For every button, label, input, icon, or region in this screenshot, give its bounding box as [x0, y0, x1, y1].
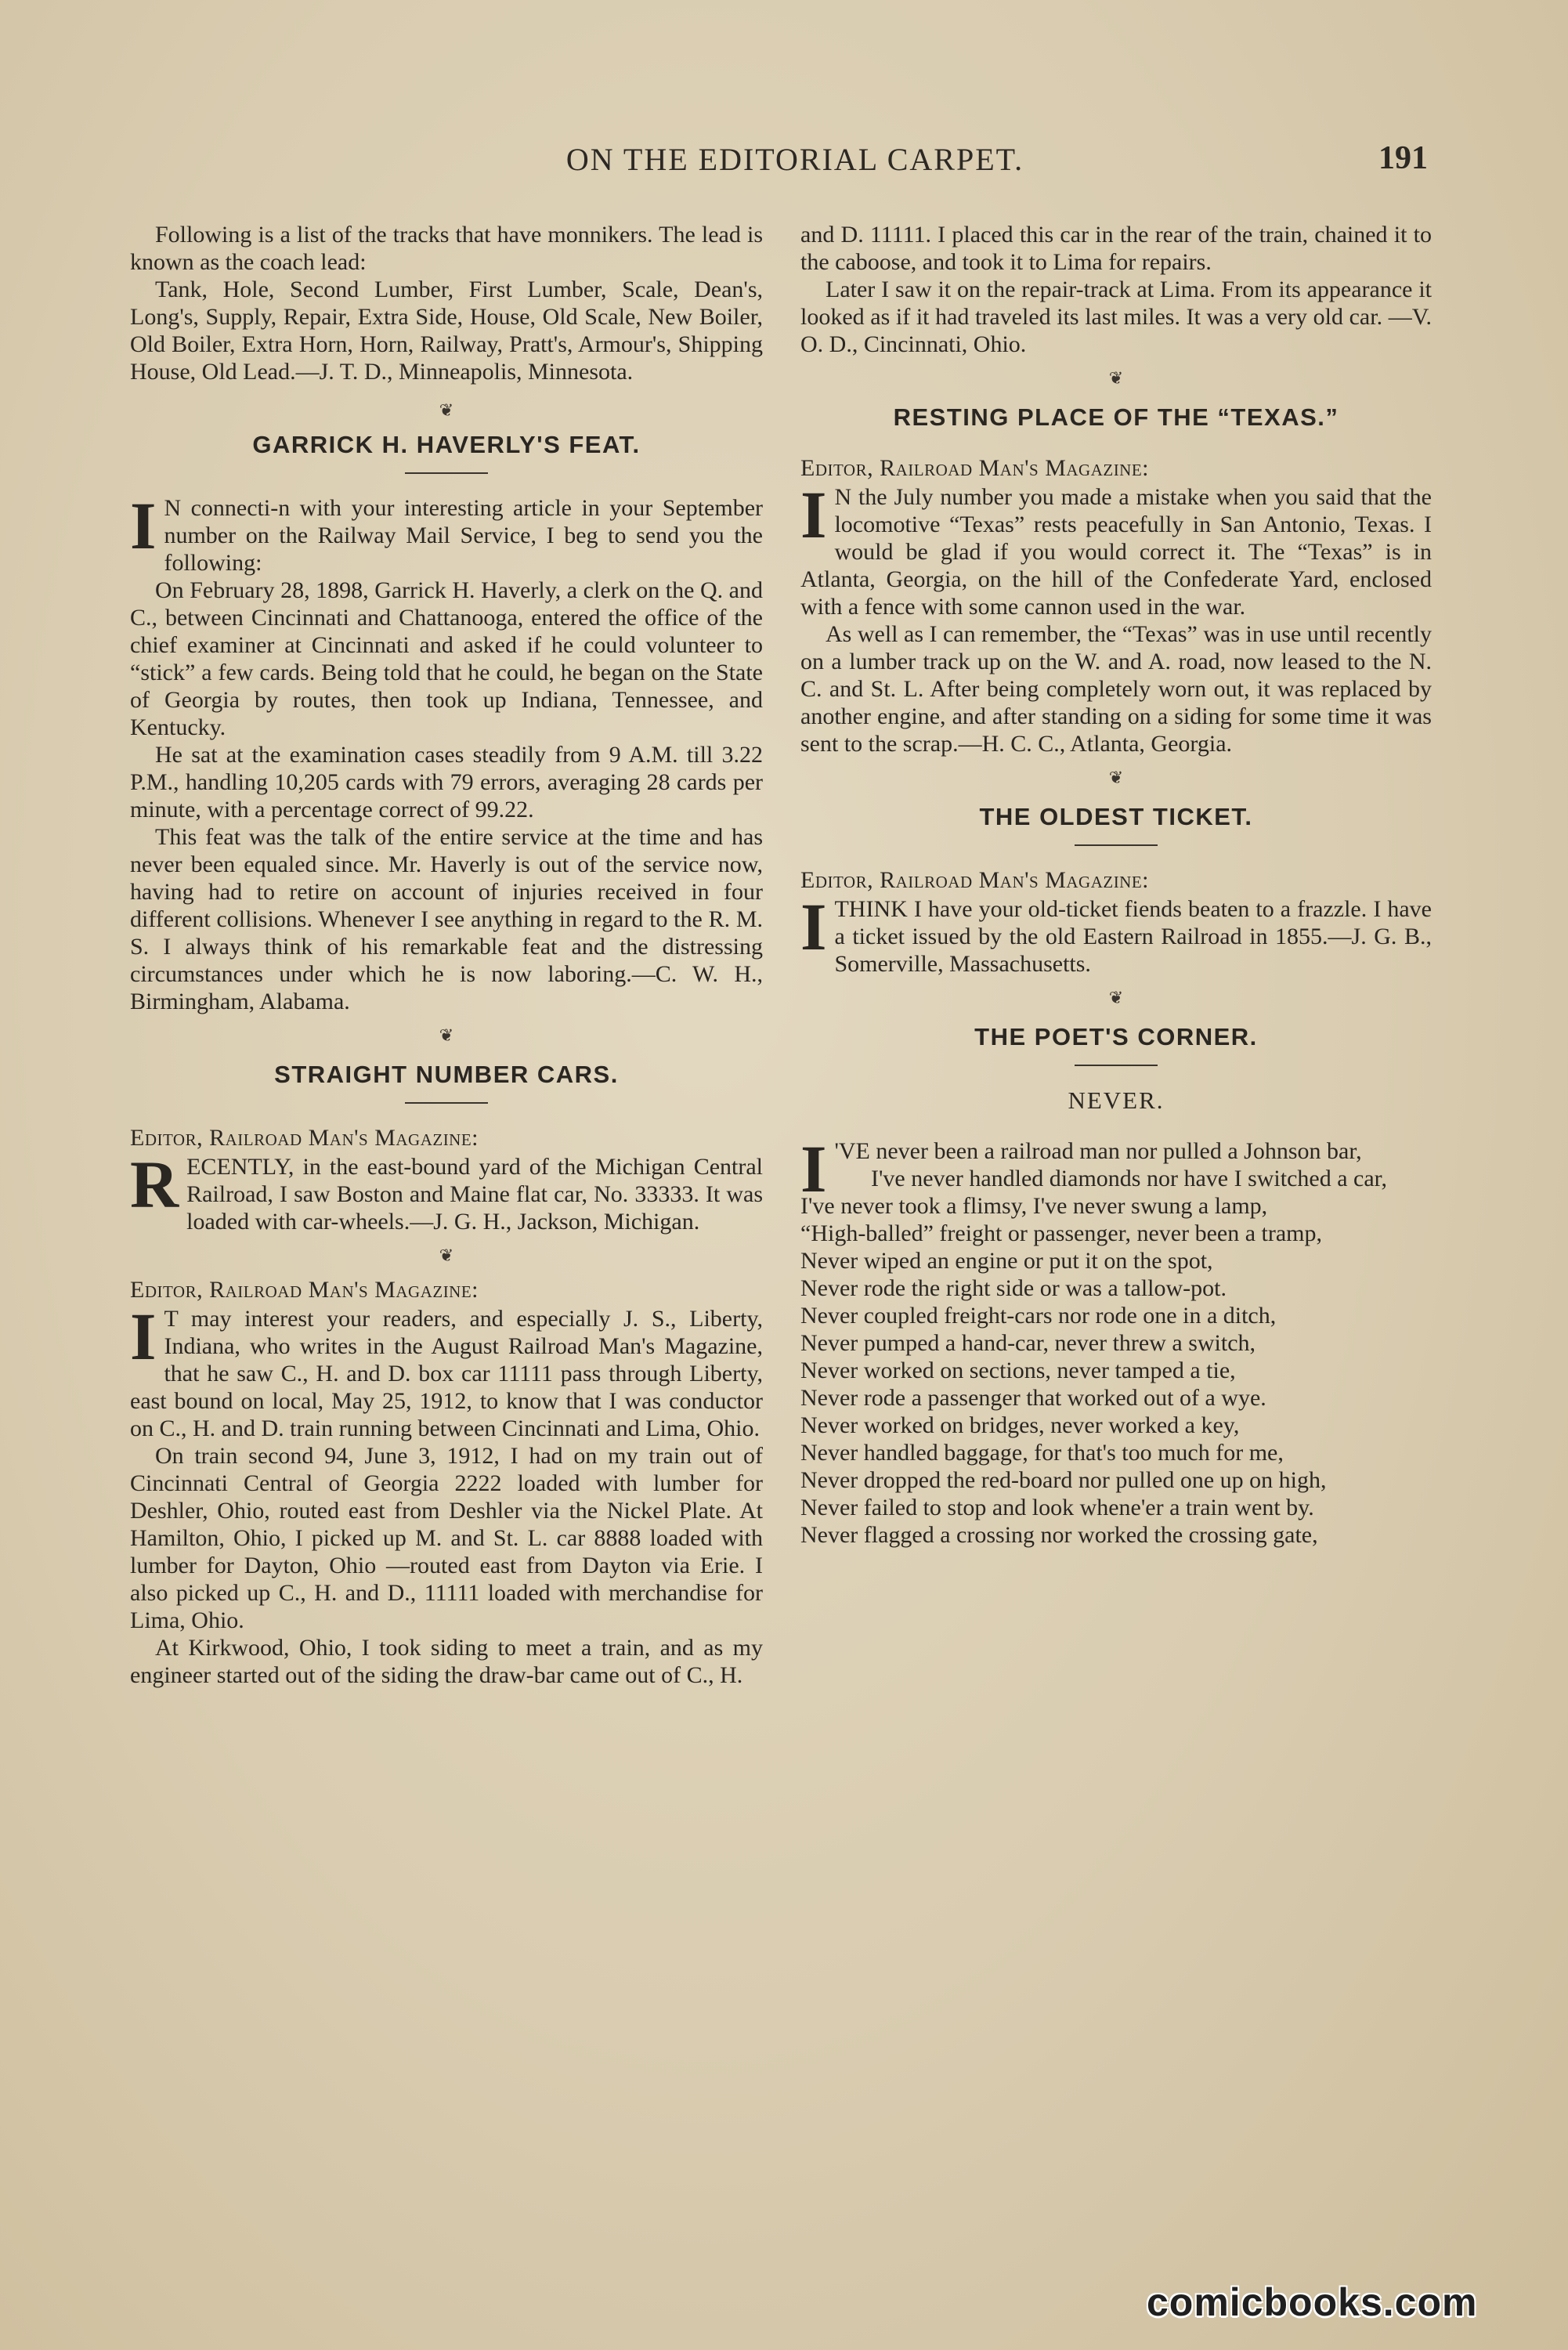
- poem-line: 'VE never been a railroad man nor pulled a Johnson bar,: [834, 1138, 1362, 1164]
- poem-line: Never worked on sections, never tamped a tie,: [800, 1358, 1236, 1383]
- poem-line: Never rode the right side or was a tallow-pot.: [800, 1275, 1227, 1301]
- texas-paragraph-1: N the July number you made a mistake when you said that the locomotive “Texas” rests peacefully in San Antonio, Texas. I would be glad if you would correct it. The “Texas” is in Atlanta, Georgia, on the hill of the Confederate Yard, enclosed with a fence with some cannon used in the war.: [800, 484, 1432, 620]
- garrick-paragraph-4: This feat was the talk of the entire service at the time and has never been equaled since. Mr. Haverly is out of the service now, having had to retire on account of injuries received in four different collisions. Whenever I see anything in regard to the R. M. S. I always think of his remarkable feat and the distressing circumstances under which he is now laboring.—C. W. H., Birmingham, Alabama.: [130, 824, 763, 1014]
- poem-line: I've never handled diamonds nor have I switched a car,: [871, 1166, 1387, 1191]
- section-heading-straight-number-cars: STRAIGHT NUMBER CARS.: [274, 1061, 619, 1088]
- poem-line: Never flagged a crossing nor worked the crossing gate,: [800, 1522, 1318, 1548]
- garrick-paragraph-2: On February 28, 1898, Garrick H. Haverly, a clerk on the Q. and C., between Cincinnati and Chattanooga, entered the office of the chief examiner at Cincinnati and asked if he could volunteer to “stick” a few cards. Being told that he could, he began on the State of Georgia by routes, then took up Indiana, Tennessee, and Kentucky.: [130, 577, 763, 740]
- ornament-icon: ❦: [1108, 988, 1124, 1007]
- poem-line: Never wiped an engine or put it on the spot,: [800, 1248, 1213, 1274]
- poem-line: I've never took a flimsy, I've never swung a lamp,: [800, 1193, 1268, 1219]
- heading-rule: [405, 472, 488, 474]
- oldest-ticket-article: [800, 889, 1432, 978]
- drop-cap: I: [800, 889, 827, 964]
- ornament-icon: ❦: [439, 1025, 454, 1045]
- ornament-icon: ❦: [1108, 768, 1124, 787]
- poem-line: Never handled baggage, for that's too much for me,: [800, 1440, 1284, 1466]
- watermark-logo: comicbooks.com: [1147, 2280, 1478, 2324]
- editor-salutation: Editor, Railroad Man's Magazine:: [130, 1277, 479, 1303]
- texas-article: [800, 477, 1432, 620]
- poem-line: Never failed to stop and look whene'er a train went by.: [800, 1495, 1314, 1520]
- ornament-icon: ❦: [1108, 368, 1124, 388]
- poem: [800, 1131, 1432, 1549]
- heading-rule: [405, 1102, 488, 1104]
- drop-cap: I: [130, 488, 157, 563]
- section-heading-garrick: GARRICK H. HAVERLY'S FEAT.: [252, 431, 641, 458]
- drop-cap: I: [130, 1299, 157, 1374]
- editor-salutation: Editor, Railroad Man's Magazine:: [130, 1125, 479, 1151]
- poem-line: “High-balled” freight or passenger, never been a tramp,: [800, 1220, 1323, 1246]
- drop-cap: I: [800, 1131, 827, 1206]
- continued-paragraph-2: Later I saw it on the repair-track at Lima. From its appearance it looked as if it had traveled its last miles. It was a very old car. —V. O. D., Cincinnati, Ohio.: [800, 277, 1432, 357]
- running-head: ON THE EDITORIAL CARPET.: [565, 142, 1024, 177]
- heading-rule: [1075, 1065, 1158, 1066]
- section-heading-oldest-ticket: THE OLDEST TICKET.: [979, 803, 1253, 830]
- page-number: 191: [1378, 140, 1428, 176]
- tracks-intro-paragraph: Following is a list of the tracks that have monnikers. The lead is known as the coach lead:: [130, 222, 763, 275]
- heading-rule: [1075, 844, 1158, 846]
- straight-number-article-2: [130, 1299, 763, 1442]
- continued-paragraph-1: and D. 11111. I placed this car in the rear of the train, chained it to the caboose, and took it to Lima for repairs.: [800, 222, 1432, 275]
- editor-salutation: Editor, Railroad Man's Magazine:: [800, 455, 1150, 481]
- right-column: [800, 221, 1432, 1549]
- poem-line: Never rode a passenger that worked out of a wye.: [800, 1385, 1266, 1411]
- editor-salutation: Editor, Railroad Man's Magazine:: [800, 867, 1150, 893]
- garrick-paragraph-1: N connecti‑n with your interesting article in your September number on the Railway Mail Service, I beg to send you the following:: [164, 495, 763, 576]
- straight-number-paragraph-4: At Kirkwood, Ohio, I took siding to meet a train, and as my engineer started out of the siding the draw-bar came out of C., H.: [130, 1635, 763, 1688]
- oldest-ticket-paragraph: THINK I have your old-ticket fiends beaten to a frazzle. I have a ticket issued by the old Eastern Railroad in 1855.—J. G. B., Somerville, Massachusetts.: [834, 896, 1432, 977]
- poem-line: Never worked on bridges, never worked a key,: [800, 1412, 1240, 1438]
- texas-paragraph-2: As well as I can remember, the “Texas” was in use until recently on a lumber track up on the W. and A. road, now leased to the N. C. and St. L. After being completely worn out, it was replaced by another engine, and after standing on a siding for some time it was sent to the scrap.—H. C. C., Atlanta, Georgia.: [800, 621, 1432, 757]
- section-heading-texas: RESTING PLACE OF THE “TEXAS.”: [893, 403, 1339, 431]
- poem-line: Never dropped the red-board nor pulled one up on high,: [800, 1467, 1327, 1493]
- straight-number-paragraph-3: On train second 94, June 3, 1912, I had on my train out of Cincinnati Central of Georgia 2222 loaded with lumber for Deshler, Ohio, routed east from Deshler via the Nickel Plate. At Hamilton, Ohio, I picked up M. and St. L. car 8888 loaded with lumber for Dayton, Ohio —routed east from Dayton via Erie. I also picked up C., H. and D., 11111 loaded with merchandise for Lima, Ohio.: [130, 1443, 763, 1633]
- poem-title: NEVER.: [1068, 1086, 1165, 1114]
- section-heading-poets-corner: THE POET'S CORNER.: [974, 1023, 1258, 1050]
- poem-line: Never pumped a hand-car, never threw a switch,: [800, 1330, 1256, 1356]
- straight-number-paragraph-2: T may interest your readers, and especially J. S., Liberty, Indiana, who writes in the August Railroad Man's Magazine, that he saw C., H. and D. box car 11111 pass through Liberty, east bound on local, May 25, 1912, to know that I was conductor on C., H. and D. train running between Cincinnati and Lima, Ohio.: [130, 1306, 763, 1441]
- straight-number-paragraph-1: ECENTLY, in the east-bound yard of the Michigan Central Railroad, I saw Boston and Maine flat car, No. 33333. It was loaded with car-wheels.—J. G. H., Jackson, Michigan.: [186, 1154, 763, 1235]
- drop-cap: I: [800, 477, 827, 552]
- left-column: [130, 221, 763, 1689]
- ornament-icon: ❦: [439, 400, 454, 420]
- poem-line: Never coupled freight-cars nor rode one in a ditch,: [800, 1303, 1277, 1329]
- tracks-list-paragraph: Tank, Hole, Second Lumber, First Lumber, Scale, Dean's, Long's, Supply, Repair, Extra Side, House, Old Scale, New Boiler, Old Boiler, Extra Horn, Horn, Railway, Pratt's, Armour's, Shipping House, Old Lead.—J. T. D., Minneapolis, Minnesota.: [130, 277, 763, 385]
- straight-number-article-1: [130, 1147, 763, 1235]
- garrick-article: [130, 488, 763, 577]
- ornament-icon: ❦: [439, 1246, 454, 1265]
- drop-cap: R: [130, 1147, 179, 1222]
- garrick-paragraph-3: He sat at the examination cases steadily from 9 A.M. till 3.22 P.M., handling 10,205 cards with 79 errors, averaging 28 cards per minute, with a percentage correct of 99.22.: [130, 742, 763, 822]
